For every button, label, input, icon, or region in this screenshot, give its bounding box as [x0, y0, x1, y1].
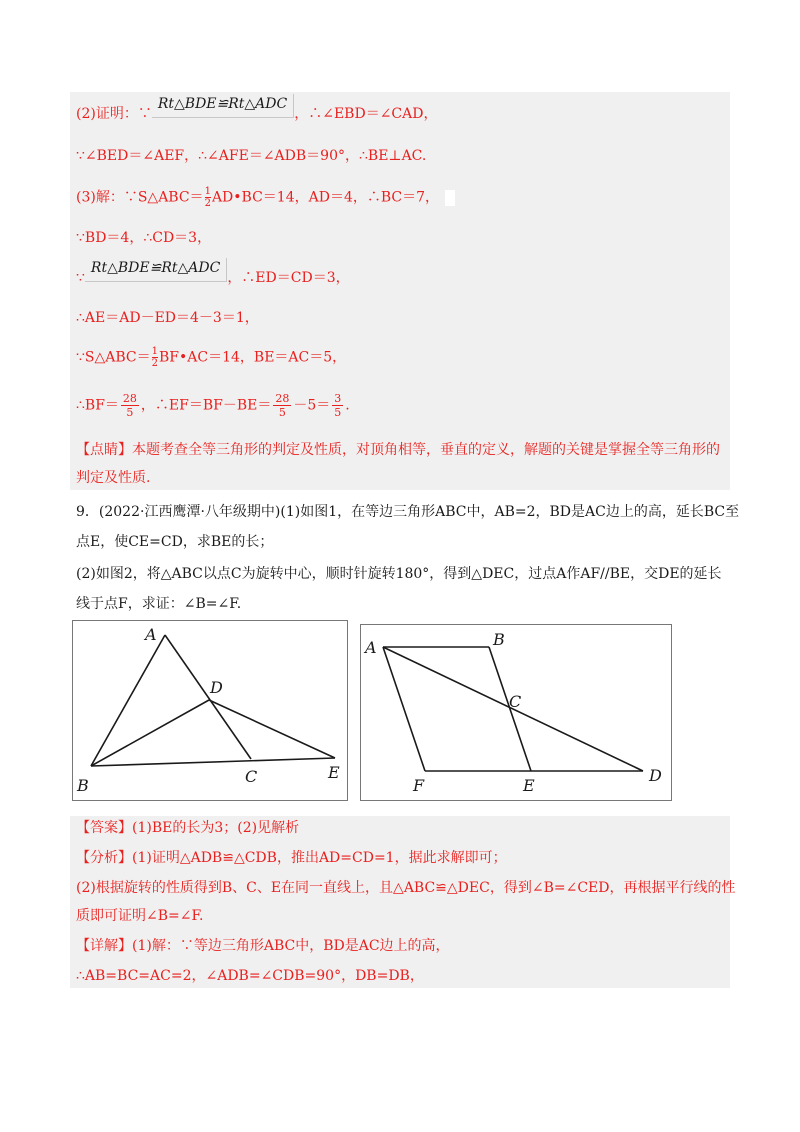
- comment-line2: 判定及性质.: [76, 470, 151, 486]
- segment-de: [209, 700, 335, 758]
- label-f: F: [413, 776, 425, 795]
- answer-line: 【答案】(1)BE的长为3；(2)见解析: [76, 820, 300, 836]
- label-a: A: [145, 625, 157, 644]
- analysis-line2: (2)根据旋转的性质得到B、C、E在同一直线上，且△ABC≌△DEC，得到∠B=∠CED，再根据平行线的性: [76, 880, 736, 896]
- figure-1-svg: [73, 621, 347, 800]
- question9-line1: 9．(2022·江西鹰潭·八年级期中)(1)如图1，在等边三角形ABC中，AB=2，BD是AC边上的高，延长BC至: [76, 504, 740, 520]
- label-e: E: [523, 776, 535, 795]
- detail-line1: 【详解】(1)解：∵等边三角形ABC中，BD是AC边上的高，: [76, 938, 450, 954]
- label-b: B: [77, 776, 89, 795]
- figure-1: [72, 620, 348, 801]
- segment-ab: [91, 635, 165, 766]
- label-a: A: [365, 638, 377, 657]
- question9-line3: (2)如图2，将△ABC以点C为旋转中心，顺时针旋转180°，得到△DEC，过点A作AF//BE，交DE的延长: [76, 566, 722, 582]
- part3-line4: ∴AE＝AD－ED＝4－3＝1，: [76, 310, 259, 326]
- part3-line6: ∴BF＝ $\frac{28}{5}$ ，∴EF＝BF－BE＝ $\frac{28}{5}$ －5＝ $\frac{3}{5}$ .: [76, 392, 350, 419]
- question9-line2: 点E，使CE=CD，求BE的长；: [76, 534, 274, 550]
- fraction-3-5: $\frac{3}{5}$: [334, 392, 342, 419]
- label-d: D: [210, 678, 223, 697]
- analysis-line3: 质即可证明∠B=∠F.: [76, 908, 204, 924]
- congruence-box-2: Rt△BDE≌Rt△ADC: [85, 258, 227, 282]
- segment-be: [91, 758, 335, 766]
- part3-line3: ∵Rt△BDE≌Rt△ADC，∴ED＝CD＝3，: [76, 260, 350, 286]
- label-c: C: [509, 692, 522, 711]
- segment-ac: [165, 635, 251, 759]
- label-b: B: [493, 630, 505, 649]
- fraction-28-5: $\frac{28}{5}$: [122, 392, 137, 419]
- part3-line2: ∵BD＝4，∴CD＝3，: [76, 230, 212, 246]
- part2-line1: (2)证明：∵Rt△BDE≌Rt△ADC，∴∠EBD＝∠CAD，: [76, 96, 438, 122]
- analysis-line1: 【分析】(1)证明△ADB≌△CDB，推出AD=CD=1，据此求解即可；: [76, 850, 507, 866]
- blank-box: [445, 190, 455, 206]
- answer-shade-bottom: [70, 816, 730, 988]
- question9-line4: 线于点F，求证：∠B=∠F.: [76, 596, 242, 612]
- part2-line2: ∵∠BED＝∠AEF，∴∠AFE＝∠ADB＝90°，∴BE⊥AC.: [76, 148, 427, 164]
- part3-line5: ∵S△ABC＝ $\frac{1}{2}$ BF•AC＝14，BE＝AC＝5，: [76, 346, 347, 369]
- segment-af: [383, 647, 425, 771]
- figure-2: [360, 624, 672, 801]
- congruence-box: Rt△BDE≌Rt△ADC: [152, 94, 294, 118]
- figure-2-svg: [361, 625, 671, 800]
- fraction-28-5-b: $\frac{28}{5}$: [275, 392, 290, 419]
- comment-line1: 【点睛】本题考查全等三角形的判定及性质，对顶角相等，垂直的定义，解题的关键是掌握全等三角形的: [76, 442, 720, 458]
- label-d: D: [649, 766, 662, 785]
- segment-bd: [91, 700, 209, 766]
- label-c: C: [245, 767, 258, 786]
- detail-line2: ∴AB=BC=AC=2，∠ADB=∠CDB=90°，DB=DB，: [76, 968, 424, 984]
- fraction-half: $\frac{1}{2}$: [204, 186, 211, 209]
- label-e: E: [328, 763, 340, 782]
- fraction-half-2: $\frac{1}{2}$: [151, 346, 159, 369]
- part3-line1: (3)解：∵S△ABC＝ $\frac{1}{2}$ AD•BC＝14，AD＝4，∴BC＝7，: [76, 186, 455, 209]
